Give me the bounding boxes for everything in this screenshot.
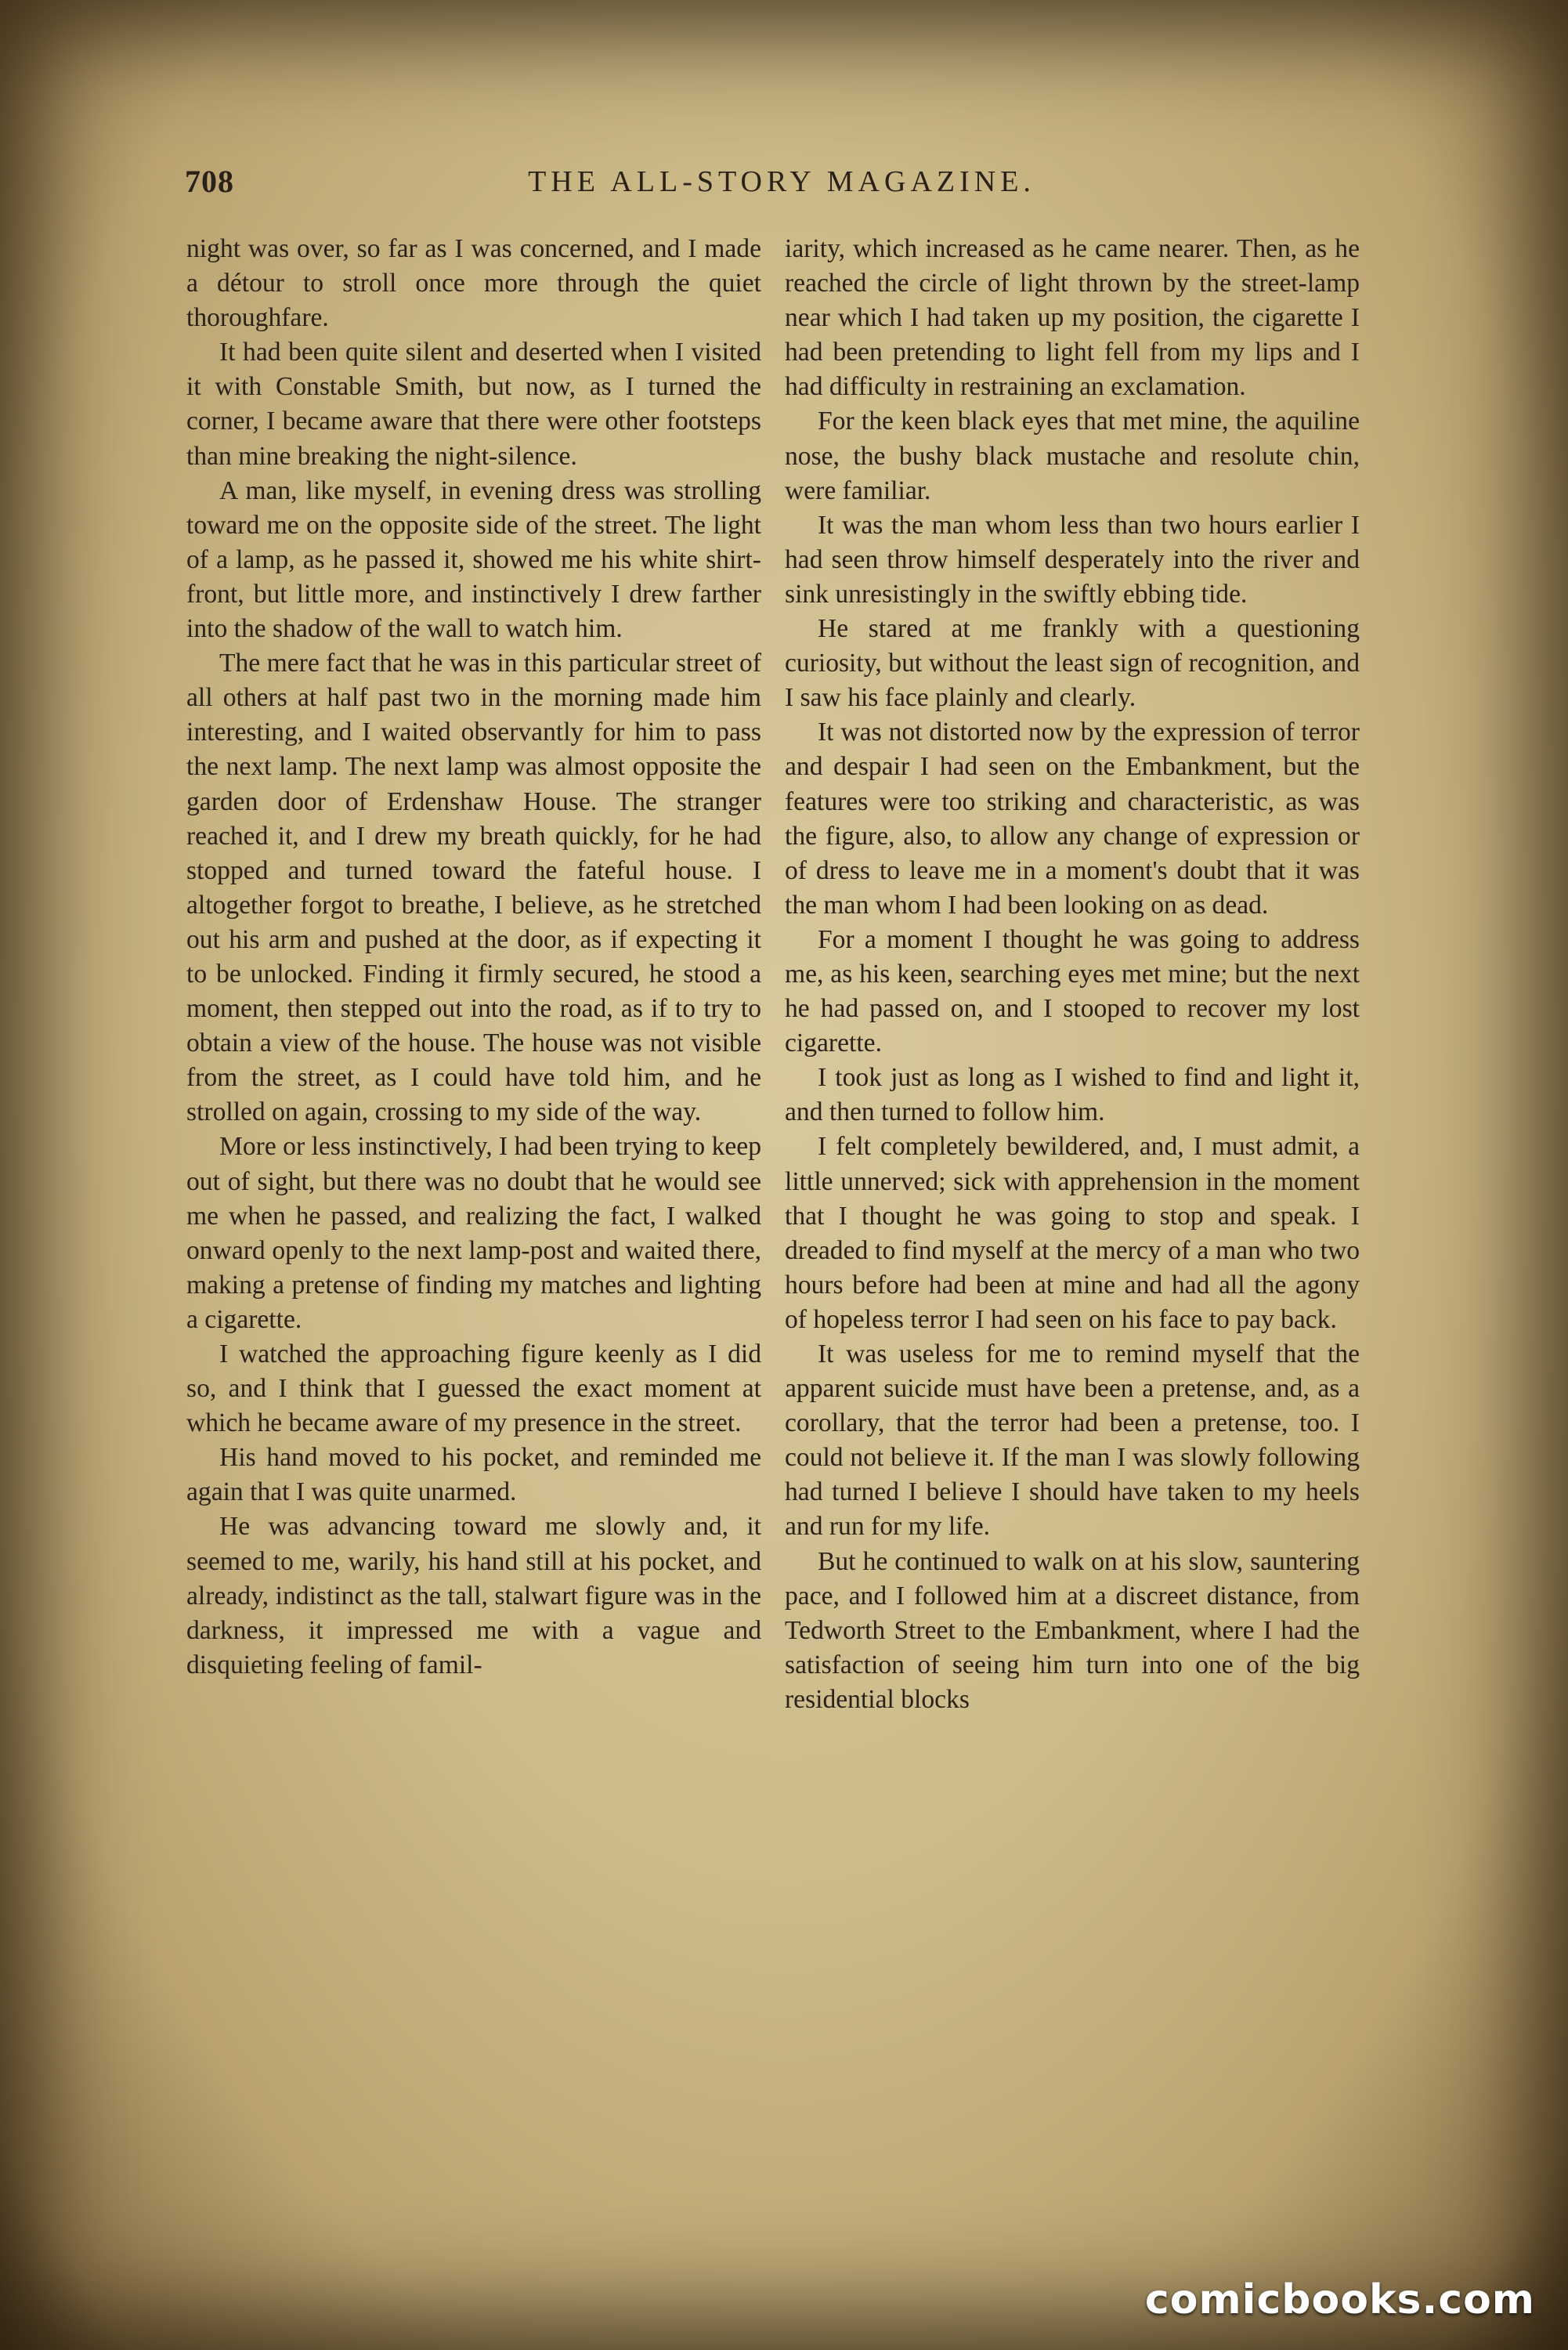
paragraph: His hand moved to his pocket, and reminded me again that I was quite unarmed.: [186, 1443, 761, 1507]
paragraph: The mere fact that he was in this particular street of all others at half past two in the morning made him interesting, and I waited observantly for him to pass the next lamp. The next lamp was almost opposite the garden door of Erdenshaw House. The stranger reached it, and I drew my breath quickly, for he had stopped and turned toward the fateful house. I altogether forgot to breathe, I believe, as he stretched out his arm and pushed at the door, as if expecting it to be unlocked. Finding it firmly secured, he stood a moment, then stepped out into the road, as if to try to obtain a view of the house. The house was not visible from the street, as I could have told him, and he strolled on again, crossing to my side of the way.: [186, 649, 761, 1127]
paragraph: It had been quite silent and deserted when I visited it with Constable Smith, but now, as I turned the corner, I became aware that there were other footsteps than mine breaking the night-silence.: [186, 338, 761, 471]
page-number: 708: [185, 164, 234, 199]
paragraph: I watched the approaching figure keenly as I did so, and I think that I guessed the exact moment at which he became aware of my presence in the street.: [186, 1340, 761, 1438]
paragraph: I took just as long as I wished to find and light it, and then turned to follow him.: [785, 1063, 1360, 1127]
paragraph: He was advancing toward me slowly and, it seemed to me, warily, his hand still at his pocket, and already, indistinct as the tall, stalwart figure was in the darkness, it impressed me with a vague and disquieting feeling of famil-: [186, 1512, 761, 1679]
paragraph: More or less instinctively, I had been trying to keep out of sight, but there was no doubt that he would see me when he passed, and realizing the fact, I walked onward openly to the next lamp-post and waited there, making a pretense of finding my matches and lighting a cigarette.: [186, 1132, 761, 1334]
paragraph: I felt completely bewildered, and, I must admit, a little unnerved; sick with apprehension in the moment that I thought he was going to stop and speak. I dreaded to find myself at the mercy of a man who two hours before had been at mine and had all the agony of hopeless terror I had seen on his face to pay back.: [785, 1132, 1360, 1334]
left-column: [186, 232, 761, 1683]
paragraph: It was useless for me to remind myself that the apparent suicide must have been a pretense, and, as a corollary, that the terror had been a pretense, too. I could not believe it. If the man I was slowly following had turned I believe I should have taken to my heels and run for my life.: [785, 1340, 1360, 1542]
paragraph: A man, like myself, in evening dress was strolling toward me on the opposite side of the street. The light of a lamp, as he passed it, showed me his white shirt-front, but little more, and instinctively I drew farther into the shadow of the wall to watch him.: [186, 475, 761, 644]
paragraph: night was over, so far as I was concerned, and I made a détour to stroll once more through the quiet thoroughfare.: [186, 234, 761, 333]
paragraph: But he continued to walk on at his slow, sauntering pace, and I followed him at a discreet distance, from Tedworth Street to the Embankment, where I had the satisfaction of seeing him turn into one of the big residential blocks: [785, 1546, 1360, 1714]
right-column: [785, 232, 1360, 1717]
running-head: THE ALL-STORY MAGAZINE.: [528, 165, 1035, 198]
paragraph: For the keen black eyes that met mine, the aquiline nose, the bushy black mustache and resolute chin, were familiar.: [785, 407, 1360, 505]
paragraph: For a moment I thought he was going to address me, as his keen, searching eyes met mine; but the next he had passed on, and I stooped to recover my lost cigarette.: [785, 924, 1360, 1058]
paragraph: It was not distorted now by the expression of terror and despair I had seen on the Embankment, but the features were too striking and characteristic, as was the figure, also, to allow any change of expression or of dress to leave me in a moment's doubt that it was the man whom I had been looking on as dead.: [785, 718, 1360, 920]
paragraph: It was the man whom less than two hours earlier I had seen throw himself desperately into the river and sink unresistingly in the swiftly ebbing tide.: [785, 510, 1360, 609]
paragraph: He stared at me frankly with a questioning curiosity, but without the least sign of recognition, and I saw his face plainly and clearly.: [785, 614, 1360, 713]
paragraph: iarity, which increased as he came nearer. Then, as he reached the circle of light thrown by the street-lamp near which I had taken up my position, the cigarette I had been pretending to light fell from my lips and I had difficulty in restraining an exclamation.: [785, 234, 1360, 402]
page-header: [185, 163, 1378, 210]
site-watermark: comicbooks.com: [1144, 2276, 1535, 2323]
